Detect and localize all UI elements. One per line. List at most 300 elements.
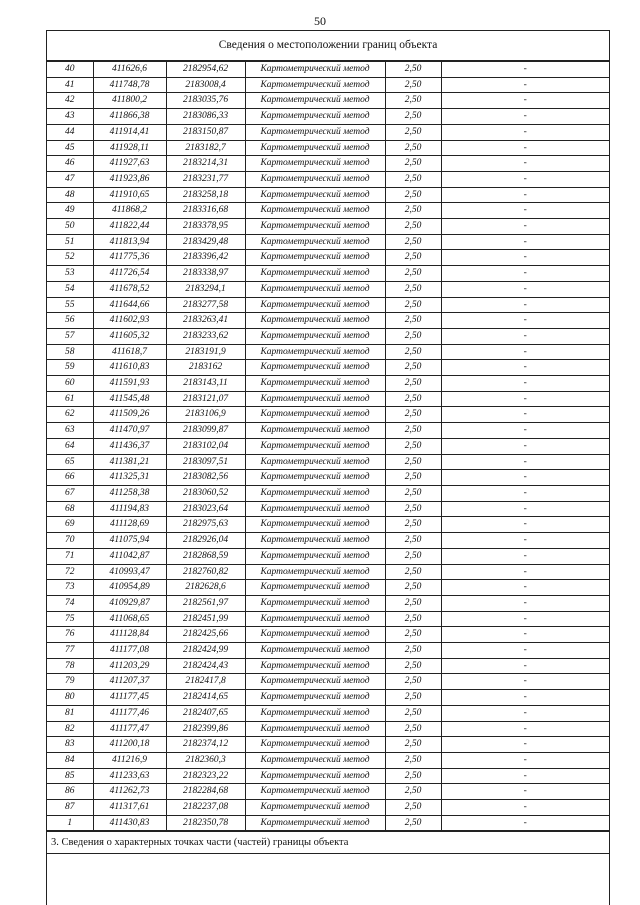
description-cell: - xyxy=(441,705,609,721)
point-number-cell: 63 xyxy=(47,423,93,439)
y-coordinate-cell: 2183316,68 xyxy=(166,203,245,219)
y-coordinate-cell: 2183191,9 xyxy=(166,344,245,360)
y-coordinate-cell: 2183162 xyxy=(166,360,245,376)
table-row xyxy=(47,124,609,140)
y-coordinate-cell: 2182424,43 xyxy=(166,658,245,674)
point-number-cell: 78 xyxy=(47,658,93,674)
y-coordinate-cell: 2183060,52 xyxy=(166,485,245,501)
section-3-heading: 3. Сведения о характерных точках части (частей) границы объекта xyxy=(47,831,609,854)
accuracy-cell: 2,50 xyxy=(385,140,441,156)
table-row xyxy=(47,517,609,533)
description-cell: - xyxy=(441,124,609,140)
document-frame xyxy=(46,30,610,905)
accuracy-cell: 2,50 xyxy=(385,93,441,109)
accuracy-cell: 2,50 xyxy=(385,77,441,93)
method-cell: Картометрический метод xyxy=(245,93,385,109)
description-cell: - xyxy=(441,187,609,203)
point-number-cell: 49 xyxy=(47,203,93,219)
accuracy-cell: 2,50 xyxy=(385,658,441,674)
table-row xyxy=(47,643,609,659)
table-row xyxy=(47,328,609,344)
point-number-cell: 86 xyxy=(47,784,93,800)
method-cell: Картометрический метод xyxy=(245,203,385,219)
table-row xyxy=(47,438,609,454)
method-cell: Картометрический метод xyxy=(245,627,385,643)
description-cell: - xyxy=(441,203,609,219)
y-coordinate-cell: 2183214,31 xyxy=(166,156,245,172)
description-cell: - xyxy=(441,580,609,596)
method-cell: Картометрический метод xyxy=(245,376,385,392)
accuracy-cell: 2,50 xyxy=(385,266,441,282)
table-row xyxy=(47,800,609,816)
description-cell: - xyxy=(441,234,609,250)
table-row xyxy=(47,485,609,501)
x-coordinate-cell: 411800,2 xyxy=(93,93,166,109)
method-cell: Картометрический метод xyxy=(245,423,385,439)
point-number-cell: 61 xyxy=(47,391,93,407)
point-number-cell: 75 xyxy=(47,611,93,627)
table-row xyxy=(47,690,609,706)
method-cell: Картометрический метод xyxy=(245,705,385,721)
y-coordinate-cell: 2183150,87 xyxy=(166,124,245,140)
y-coordinate-cell: 2183143,11 xyxy=(166,376,245,392)
method-cell: Картометрический метод xyxy=(245,737,385,753)
table-row xyxy=(47,234,609,250)
point-number-cell: 47 xyxy=(47,171,93,187)
description-cell: - xyxy=(441,658,609,674)
method-cell: Картометрический метод xyxy=(245,721,385,737)
x-coordinate-cell: 411200,18 xyxy=(93,737,166,753)
method-cell: Картометрический метод xyxy=(245,140,385,156)
accuracy-cell: 2,50 xyxy=(385,690,441,706)
description-cell: - xyxy=(441,768,609,784)
x-coordinate-cell: 411914,41 xyxy=(93,124,166,140)
description-cell: - xyxy=(441,360,609,376)
y-coordinate-cell: 2182975,63 xyxy=(166,517,245,533)
table-row xyxy=(47,281,609,297)
point-number-cell: 59 xyxy=(47,360,93,376)
method-cell: Картометрический метод xyxy=(245,62,385,78)
description-cell: - xyxy=(441,485,609,501)
table-row xyxy=(47,501,609,517)
point-number-cell: 73 xyxy=(47,580,93,596)
method-cell: Картометрический метод xyxy=(245,454,385,470)
description-cell: - xyxy=(441,328,609,344)
table-row xyxy=(47,454,609,470)
method-cell: Картометрический метод xyxy=(245,580,385,596)
x-coordinate-cell: 411177,45 xyxy=(93,690,166,706)
point-number-cell: 72 xyxy=(47,564,93,580)
point-number-cell: 55 xyxy=(47,297,93,313)
x-coordinate-cell: 411748,78 xyxy=(93,77,166,93)
x-coordinate-cell: 411618,7 xyxy=(93,344,166,360)
x-coordinate-cell: 411610,83 xyxy=(93,360,166,376)
y-coordinate-cell: 2182760,82 xyxy=(166,564,245,580)
description-cell: - xyxy=(441,564,609,580)
x-coordinate-cell: 410954,89 xyxy=(93,580,166,596)
table-row xyxy=(47,705,609,721)
point-number-cell: 68 xyxy=(47,501,93,517)
method-cell: Картометрический метод xyxy=(245,77,385,93)
accuracy-cell: 2,50 xyxy=(385,548,441,564)
point-number-cell: 46 xyxy=(47,156,93,172)
method-cell: Картометрический метод xyxy=(245,690,385,706)
accuracy-cell: 2,50 xyxy=(385,391,441,407)
method-cell: Картометрический метод xyxy=(245,344,385,360)
point-number-cell: 65 xyxy=(47,454,93,470)
accuracy-cell: 2,50 xyxy=(385,109,441,125)
accuracy-cell: 2,50 xyxy=(385,643,441,659)
y-coordinate-cell: 2183231,77 xyxy=(166,171,245,187)
point-number-cell: 41 xyxy=(47,77,93,93)
description-cell: - xyxy=(441,438,609,454)
point-number-cell: 67 xyxy=(47,485,93,501)
y-coordinate-cell: 2183263,41 xyxy=(166,313,245,329)
description-cell: - xyxy=(441,690,609,706)
x-coordinate-cell: 411203,29 xyxy=(93,658,166,674)
point-number-cell: 54 xyxy=(47,281,93,297)
method-cell: Картометрический метод xyxy=(245,313,385,329)
table-row xyxy=(47,376,609,392)
accuracy-cell: 2,50 xyxy=(385,250,441,266)
description-cell: - xyxy=(441,281,609,297)
table-row xyxy=(47,611,609,627)
method-cell: Картометрический метод xyxy=(245,281,385,297)
description-cell: - xyxy=(441,674,609,690)
method-cell: Картометрический метод xyxy=(245,470,385,486)
table-row xyxy=(47,344,609,360)
table-row xyxy=(47,407,609,423)
description-cell: - xyxy=(441,171,609,187)
y-coordinate-cell: 2182926,04 xyxy=(166,533,245,549)
table-row xyxy=(47,768,609,784)
description-cell: - xyxy=(441,815,609,831)
method-cell: Картометрический метод xyxy=(245,266,385,282)
table-row xyxy=(47,187,609,203)
accuracy-cell: 2,50 xyxy=(385,470,441,486)
accuracy-cell: 2,50 xyxy=(385,360,441,376)
table-row xyxy=(47,470,609,486)
method-cell: Картометрический метод xyxy=(245,485,385,501)
accuracy-cell: 2,50 xyxy=(385,281,441,297)
description-cell: - xyxy=(441,62,609,78)
x-coordinate-cell: 411868,2 xyxy=(93,203,166,219)
point-number-cell: 40 xyxy=(47,62,93,78)
description-cell: - xyxy=(441,93,609,109)
method-cell: Картометрический метод xyxy=(245,171,385,187)
x-coordinate-cell: 411626,6 xyxy=(93,62,166,78)
x-coordinate-cell: 411602,93 xyxy=(93,313,166,329)
accuracy-cell: 2,50 xyxy=(385,784,441,800)
point-number-cell: 74 xyxy=(47,595,93,611)
y-coordinate-cell: 2182561,97 xyxy=(166,595,245,611)
point-number-cell: 70 xyxy=(47,533,93,549)
method-cell: Картометрический метод xyxy=(245,815,385,831)
table-row xyxy=(47,297,609,313)
x-coordinate-cell: 411605,32 xyxy=(93,328,166,344)
accuracy-cell: 2,50 xyxy=(385,203,441,219)
table-row xyxy=(47,140,609,156)
point-number-cell: 48 xyxy=(47,187,93,203)
y-coordinate-cell: 2183233,62 xyxy=(166,328,245,344)
point-number-cell: 71 xyxy=(47,548,93,564)
method-cell: Картометрический метод xyxy=(245,768,385,784)
accuracy-cell: 2,50 xyxy=(385,313,441,329)
method-cell: Картометрический метод xyxy=(245,391,385,407)
method-cell: Картометрический метод xyxy=(245,219,385,235)
point-number-cell: 43 xyxy=(47,109,93,125)
y-coordinate-cell: 2183258,18 xyxy=(166,187,245,203)
accuracy-cell: 2,50 xyxy=(385,376,441,392)
point-number-cell: 85 xyxy=(47,768,93,784)
table-row xyxy=(47,752,609,768)
y-coordinate-cell: 2182424,99 xyxy=(166,643,245,659)
method-cell: Картометрический метод xyxy=(245,564,385,580)
description-cell: - xyxy=(441,140,609,156)
point-number-cell: 77 xyxy=(47,643,93,659)
description-cell: - xyxy=(441,77,609,93)
point-number-cell: 76 xyxy=(47,627,93,643)
y-coordinate-cell: 2182451,99 xyxy=(166,611,245,627)
x-coordinate-cell: 411325,31 xyxy=(93,470,166,486)
coordinates-table-body xyxy=(47,62,609,831)
x-coordinate-cell: 411258,38 xyxy=(93,485,166,501)
x-coordinate-cell: 411068,65 xyxy=(93,611,166,627)
method-cell: Картометрический метод xyxy=(245,109,385,125)
x-coordinate-cell: 411644,66 xyxy=(93,297,166,313)
point-number-cell: 50 xyxy=(47,219,93,235)
x-coordinate-cell: 411726,54 xyxy=(93,266,166,282)
y-coordinate-cell: 2183008,4 xyxy=(166,77,245,93)
point-number-cell: 45 xyxy=(47,140,93,156)
method-cell: Картометрический метод xyxy=(245,658,385,674)
table-row xyxy=(47,595,609,611)
table-row xyxy=(47,266,609,282)
point-number-cell: 53 xyxy=(47,266,93,282)
description-cell: - xyxy=(441,454,609,470)
y-coordinate-cell: 2183023,64 xyxy=(166,501,245,517)
x-coordinate-cell: 411927,63 xyxy=(93,156,166,172)
y-coordinate-cell: 2182628,6 xyxy=(166,580,245,596)
table-row xyxy=(47,784,609,800)
x-coordinate-cell: 411436,37 xyxy=(93,438,166,454)
accuracy-cell: 2,50 xyxy=(385,407,441,423)
accuracy-cell: 2,50 xyxy=(385,564,441,580)
x-coordinate-cell: 411545,48 xyxy=(93,391,166,407)
point-number-cell: 62 xyxy=(47,407,93,423)
y-coordinate-cell: 2182360,3 xyxy=(166,752,245,768)
table-row xyxy=(47,156,609,172)
accuracy-cell: 2,50 xyxy=(385,344,441,360)
table-row xyxy=(47,674,609,690)
y-coordinate-cell: 2182350,78 xyxy=(166,815,245,831)
point-number-cell: 44 xyxy=(47,124,93,140)
table-row xyxy=(47,391,609,407)
table-row xyxy=(47,580,609,596)
table-row xyxy=(47,250,609,266)
accuracy-cell: 2,50 xyxy=(385,485,441,501)
y-coordinate-cell: 2183294,1 xyxy=(166,281,245,297)
method-cell: Картометрический метод xyxy=(245,752,385,768)
y-coordinate-cell: 2182417,8 xyxy=(166,674,245,690)
point-number-cell: 69 xyxy=(47,517,93,533)
y-coordinate-cell: 2183121,07 xyxy=(166,391,245,407)
accuracy-cell: 2,50 xyxy=(385,752,441,768)
point-number-cell: 79 xyxy=(47,674,93,690)
x-coordinate-cell: 411678,52 xyxy=(93,281,166,297)
description-cell: - xyxy=(441,611,609,627)
accuracy-cell: 2,50 xyxy=(385,171,441,187)
table-row xyxy=(47,93,609,109)
accuracy-cell: 2,50 xyxy=(385,219,441,235)
x-coordinate-cell: 411194,83 xyxy=(93,501,166,517)
table-row xyxy=(47,815,609,831)
accuracy-cell: 2,50 xyxy=(385,595,441,611)
description-cell: - xyxy=(441,109,609,125)
description-cell: - xyxy=(441,517,609,533)
y-coordinate-cell: 2183106,9 xyxy=(166,407,245,423)
method-cell: Картометрический метод xyxy=(245,438,385,454)
y-coordinate-cell: 2183097,51 xyxy=(166,454,245,470)
description-cell: - xyxy=(441,627,609,643)
method-cell: Картометрический метод xyxy=(245,250,385,266)
x-coordinate-cell: 411866,38 xyxy=(93,109,166,125)
description-cell: - xyxy=(441,219,609,235)
description-cell: - xyxy=(441,533,609,549)
y-coordinate-cell: 2183086,33 xyxy=(166,109,245,125)
description-cell: - xyxy=(441,156,609,172)
accuracy-cell: 2,50 xyxy=(385,124,441,140)
method-cell: Картометрический метод xyxy=(245,297,385,313)
accuracy-cell: 2,50 xyxy=(385,297,441,313)
point-number-cell: 66 xyxy=(47,470,93,486)
description-cell: - xyxy=(441,501,609,517)
point-number-cell: 80 xyxy=(47,690,93,706)
point-number-cell: 56 xyxy=(47,313,93,329)
method-cell: Картометрический метод xyxy=(245,187,385,203)
method-cell: Картометрический метод xyxy=(245,234,385,250)
accuracy-cell: 2,50 xyxy=(385,674,441,690)
y-coordinate-cell: 2182414,65 xyxy=(166,690,245,706)
y-coordinate-cell: 2182399,86 xyxy=(166,721,245,737)
accuracy-cell: 2,50 xyxy=(385,815,441,831)
x-coordinate-cell: 410993,47 xyxy=(93,564,166,580)
method-cell: Картометрический метод xyxy=(245,328,385,344)
accuracy-cell: 2,50 xyxy=(385,580,441,596)
table-row xyxy=(47,737,609,753)
description-cell: - xyxy=(441,297,609,313)
y-coordinate-cell: 2182284,68 xyxy=(166,784,245,800)
x-coordinate-cell: 411910,65 xyxy=(93,187,166,203)
y-coordinate-cell: 2183396,42 xyxy=(166,250,245,266)
x-coordinate-cell: 411381,21 xyxy=(93,454,166,470)
table-row xyxy=(47,423,609,439)
y-coordinate-cell: 2183182,7 xyxy=(166,140,245,156)
y-coordinate-cell: 2183035,76 xyxy=(166,93,245,109)
accuracy-cell: 2,50 xyxy=(385,533,441,549)
accuracy-cell: 2,50 xyxy=(385,423,441,439)
point-number-cell: 42 xyxy=(47,93,93,109)
point-number-cell: 1 xyxy=(47,815,93,831)
description-cell: - xyxy=(441,800,609,816)
y-coordinate-cell: 2182407,65 xyxy=(166,705,245,721)
point-number-cell: 64 xyxy=(47,438,93,454)
x-coordinate-cell: 411923,86 xyxy=(93,171,166,187)
y-coordinate-cell: 2183277,58 xyxy=(166,297,245,313)
point-number-cell: 82 xyxy=(47,721,93,737)
table-row xyxy=(47,533,609,549)
y-coordinate-cell: 2183378,95 xyxy=(166,219,245,235)
method-cell: Картометрический метод xyxy=(245,800,385,816)
accuracy-cell: 2,50 xyxy=(385,438,441,454)
method-cell: Картометрический метод xyxy=(245,533,385,549)
description-cell: - xyxy=(441,250,609,266)
point-number-cell: 51 xyxy=(47,234,93,250)
method-cell: Картометрический метод xyxy=(245,360,385,376)
point-number-cell: 60 xyxy=(47,376,93,392)
x-coordinate-cell: 411075,94 xyxy=(93,533,166,549)
description-cell: - xyxy=(441,376,609,392)
description-cell: - xyxy=(441,344,609,360)
x-coordinate-cell: 411430,83 xyxy=(93,815,166,831)
y-coordinate-cell: 2182374,12 xyxy=(166,737,245,753)
x-coordinate-cell: 411470,97 xyxy=(93,423,166,439)
x-coordinate-cell: 411317,61 xyxy=(93,800,166,816)
x-coordinate-cell: 411207,37 xyxy=(93,674,166,690)
accuracy-cell: 2,50 xyxy=(385,328,441,344)
x-coordinate-cell: 411262,73 xyxy=(93,784,166,800)
table-row xyxy=(47,548,609,564)
table-row xyxy=(47,721,609,737)
y-coordinate-cell: 2182425,66 xyxy=(166,627,245,643)
description-cell: - xyxy=(441,752,609,768)
description-cell: - xyxy=(441,784,609,800)
table-row xyxy=(47,564,609,580)
x-coordinate-cell: 411591,93 xyxy=(93,376,166,392)
accuracy-cell: 2,50 xyxy=(385,737,441,753)
x-coordinate-cell: 411233,63 xyxy=(93,768,166,784)
table-row xyxy=(47,109,609,125)
description-cell: - xyxy=(441,391,609,407)
page-number: 50 xyxy=(314,14,326,28)
table-row xyxy=(47,219,609,235)
accuracy-cell: 2,50 xyxy=(385,501,441,517)
point-number-cell: 58 xyxy=(47,344,93,360)
description-cell: - xyxy=(441,313,609,329)
method-cell: Картометрический метод xyxy=(245,501,385,517)
description-cell: - xyxy=(441,643,609,659)
y-coordinate-cell: 2183429,48 xyxy=(166,234,245,250)
description-cell: - xyxy=(441,595,609,611)
y-coordinate-cell: 2183082,56 xyxy=(166,470,245,486)
method-cell: Картометрический метод xyxy=(245,611,385,627)
point-number-cell: 57 xyxy=(47,328,93,344)
description-cell: - xyxy=(441,548,609,564)
accuracy-cell: 2,50 xyxy=(385,187,441,203)
table-row xyxy=(47,313,609,329)
x-coordinate-cell: 411216,9 xyxy=(93,752,166,768)
accuracy-cell: 2,50 xyxy=(385,234,441,250)
table-title: Сведения о местоположении границ объекта xyxy=(47,31,609,61)
accuracy-cell: 2,50 xyxy=(385,705,441,721)
coordinates-table xyxy=(47,61,609,831)
table-row xyxy=(47,360,609,376)
table-row xyxy=(47,658,609,674)
point-number-cell: 87 xyxy=(47,800,93,816)
x-coordinate-cell: 411177,46 xyxy=(93,705,166,721)
accuracy-cell: 2,50 xyxy=(385,800,441,816)
method-cell: Картометрический метод xyxy=(245,643,385,659)
